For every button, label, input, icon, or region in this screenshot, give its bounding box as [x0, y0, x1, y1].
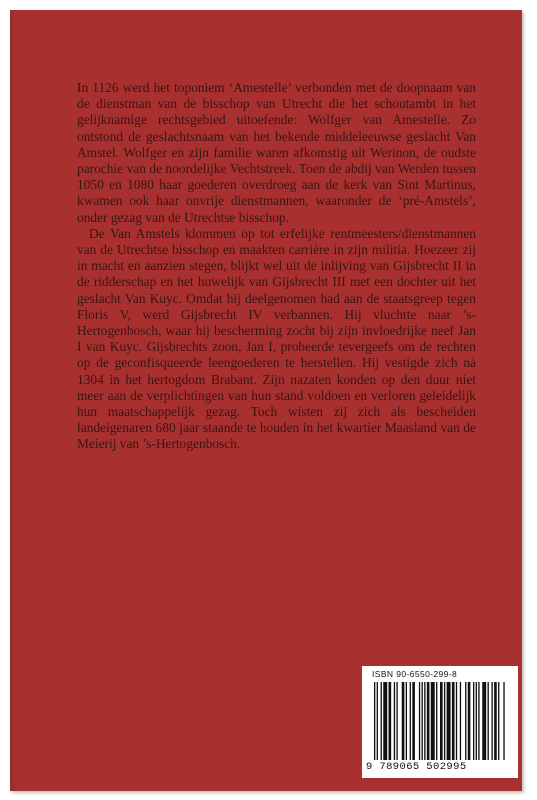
barcode-bar — [422, 682, 423, 760]
barcode-bar — [444, 682, 445, 760]
barcode-bar — [396, 682, 397, 760]
barcode-bar — [406, 682, 407, 760]
barcode-bar — [383, 682, 387, 760]
barcode-bar — [394, 682, 395, 760]
barcode-label — [362, 666, 518, 778]
spine-shadow — [10, 10, 16, 791]
barcode-bar — [473, 682, 474, 760]
barcode-bar — [381, 682, 382, 760]
barcode-bar — [460, 682, 461, 760]
barcode-bar — [410, 682, 411, 760]
barcode-bar — [412, 682, 415, 760]
isbn-text: ISBN 90-6550-299-8 — [372, 669, 458, 679]
barcode-bar — [491, 682, 492, 760]
barcode-bars — [374, 682, 506, 760]
barcode-bar — [377, 682, 378, 760]
barcode-bar — [478, 682, 479, 760]
blurb-text — [77, 80, 476, 453]
barcode-bar — [452, 682, 455, 760]
blurb-paragraph-2: De Van Amstels klommen op tot erfelijke rentmeesters/dienstmannen van de Utrechtse bisschop en maakten carrière in zijn militia. Hoezeer zij in macht en aanzien stegen, blijkt wel uit de inlijving van Gijsbrecht II in de ridderschap en het huwelijk van Gijsbrecht III met een dochter uit het geslacht Van Kuyc. Omdat hij deelgenomen had aan de staatsgreep tegen Floris V, werd Gijsbrecht IV verbannen. Hij vluchtte naar ’s-Hertogenbosch, waar hij bescherming zocht bij zijn invloedrijke neef Jan I van Kuyc. Gijsbrechts zoon, Jan I, probeerde tevergeefs om de rechten op de geconfisqueerde leengoederen te herstellen. Hij vestigde zich ná 1304 in het hertogdom Brabant. Zijn nazaten konden op den duur niet meer aan de verplichtingen van hun stand voldoen en verloren geleidelijk hun maatschappelijk gezag. Toch wisten zij zich als bescheiden landeigenaren 680 jaar staande te houden in het kwartier Maasland van de Meierij van ’s-Hertogenbosch. — [77, 225, 476, 452]
barcode-bar — [431, 682, 435, 760]
ean-number: 9 789065 502995 — [366, 761, 467, 773]
barcode-bar — [419, 682, 420, 760]
barcode-bar — [465, 682, 466, 760]
barcode-bar — [456, 682, 457, 760]
barcode-bar — [498, 682, 499, 760]
barcode-bar — [427, 682, 430, 760]
barcode-bar — [468, 682, 471, 760]
blurb-paragraph-1: In 1126 werd het toponiem ‘Amestelle’ verbonden met de doopnaam van de dienstman van de bisschop van Utrecht die het schoutambt in het gelijknamige rechtsgebied uitoefende: Wolfger van Amestelle. Zo ontstond de geslachtsnaam van het bekende middeleeuwse geslacht Van Amstel. Wolfger en zijn familie waren afkomstig uit Werinon, de oudste parochie van de noordelijke Vechtstreek. Toen de abdij van Werden tussen 1050 en 1080 haar goederen overdroeg aan de kerk van Sint Martinus, kwamen ook haar onvrije dienstmannen, waaronder de ‘pré-Amstels’, onder gezag van de Utrechtse bisschop. — [77, 80, 476, 225]
barcode-bar — [424, 682, 425, 760]
barcode-bar — [440, 682, 443, 760]
barcode-bar — [494, 682, 497, 760]
barcode-bar — [447, 682, 451, 760]
barcode-bar — [389, 682, 392, 760]
book-back-cover — [10, 10, 522, 791]
barcode-bar — [503, 682, 504, 760]
barcode-bar — [402, 682, 405, 760]
barcode-bar — [476, 682, 477, 760]
barcode-bar — [482, 682, 486, 760]
barcode-bar — [488, 682, 489, 760]
barcode-bar — [436, 682, 437, 760]
barcode-bar — [374, 682, 375, 760]
